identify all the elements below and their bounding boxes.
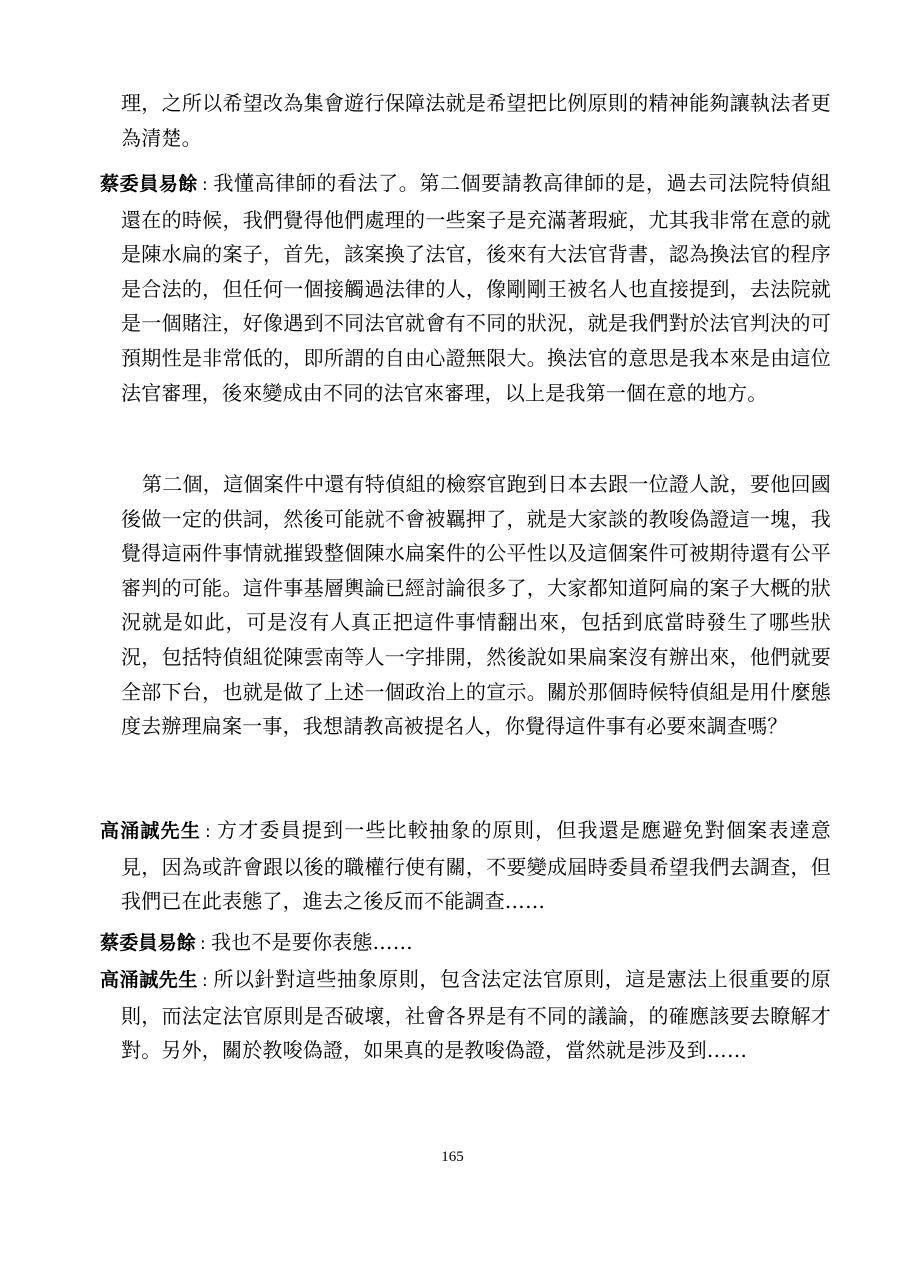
speech-paragraph: [100, 925, 831, 962]
paragraph-text: 所以針對這些抽象原則，包含法定法官原則，這是憲法上很重要的原則，而法定法官原則是否破壞，社會各界是有不同的議論，的確應該要去瞭解才對。另外，關於教唆偽證，如果真的是教唆偽證，當然就是涉及到……: [121, 967, 831, 1063]
speaker-name: 高涌誠先生: [100, 969, 199, 991]
speaker-name: 高涌誠先生: [100, 820, 202, 842]
paragraph-text: 方才委員提到一些比較抽象的原則，但我還是應避免對個案表達意見，因為或許會跟以後的職權行使有關，不要變成屆時委員希望我們去調查，但我們已在此表態了，進去之後反而不能調查……: [121, 818, 831, 914]
speech-paragraph: [100, 962, 831, 1068]
speech-paragraph: [100, 813, 831, 919]
paragraph-text: 我懂高律師的看法了。第二個要請教高律師的是，過去司法院特偵組還在的時候，我們覺得他們處理的一些案子是充滿著瑕疵，尤其我非常在意的就是陳水扁的案子，首先，該案換了法官，後來有大法官背書，認為換法官的程序是合法的，但任何一個接觸過法律的人，像剛剛王被名人也直接提到，去法院就是一個賭注，好像遇到不同法官就會有不同的狀況，就是我們對於法官判決的可預期性是非常低的，即所謂的自由心證無限大。換法官的意思是我本來是由這位法官審理，後來變成由不同的法官來審理，以上是我第一個在意的地方。: [121, 171, 831, 405]
paragraph-indented: [100, 467, 831, 744]
speaker-colon: :: [202, 175, 208, 195]
speaker-colon: :: [200, 934, 206, 954]
paragraph-continuation: [100, 86, 831, 155]
paragraph-text: 我也不是要你表態……: [210, 930, 413, 954]
paragraph-text: 第二個，這個案件中還有特偵組的檢察官跑到日本去跟一位證人說，要他回國後做一定的供詞，然後可能就不會被羈押了，就是大家談的教唆偽證這一塊，我覺得這兩件事情就摧毀整個陳水扁案件的公平性以及這個案件可被期待還有公平審判的可能。這件事基層輿論已經討論很多了，大家都知道阿扁的案子大概的狀況就是如此，可是沒有人真正把這件事情翻出來，包括到底當時發生了哪些狀況，包括特偵組從陳雲南等人一字排開，然後說如果扁案沒有辦出來，他們就要全部下台，也就是做了上述一個政治上的宣示。關於那個時候特偵組是用什麼態度去辦理扁案一事，我想請教高被提名人，你覺得這件事有必要來調查嗎？: [121, 472, 831, 739]
speaker-name: 蔡委員易餘: [100, 173, 199, 195]
page-number: 165: [441, 1149, 464, 1165]
speaker-name: 蔡委員易餘: [100, 932, 197, 954]
speech-paragraph: [100, 166, 831, 410]
paragraph-text: 理，之所以希望改為集會遊行保障法就是希望把比例原則的精神能夠讓執法者更為清楚。: [121, 91, 831, 150]
speaker-colon: :: [205, 822, 211, 842]
speaker-colon: :: [202, 971, 208, 991]
